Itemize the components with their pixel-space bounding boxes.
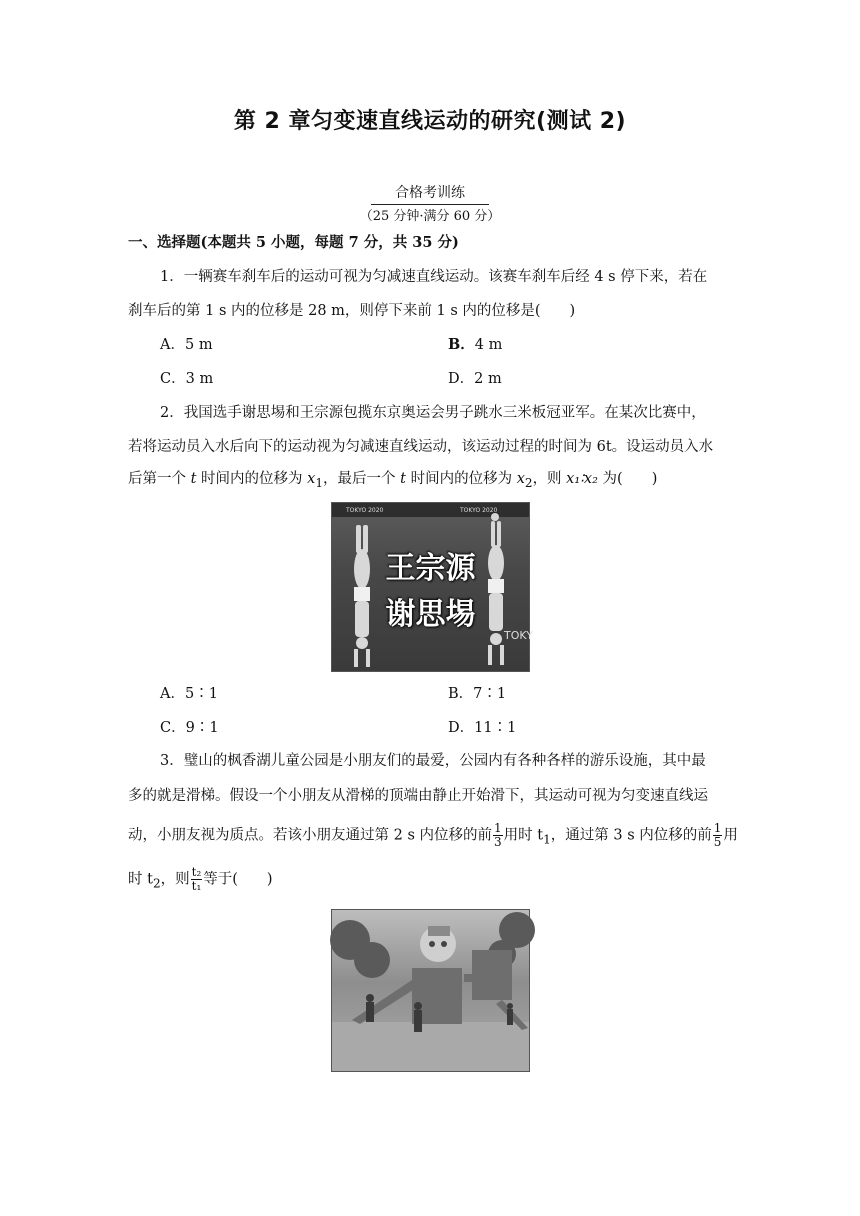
q3-line-1: 3．璧山的枫香湖儿童公园是小朋友们的最爱，公园内有各种各样的游乐设施，其中最 <box>160 753 706 769</box>
q1-line-2: 刹车后的第 1 s 内的位移是 28 m，则停下来前 1 s 内的位移是( ) <box>128 303 576 319</box>
q2-line-1: 2．我国选手谢思埸和王宗源包揽东京奥运会男子跳水三米板冠亚军。在某次比赛中， <box>160 405 706 421</box>
q3-line-4: 时 $t_2$，则 $\frac{\text{t₂}}{\text{t₁}}$ 等于( ) <box>128 865 273 893</box>
q1-option-b: B．4 m <box>448 336 503 353</box>
section-heading <box>0 182 860 205</box>
q1-option-d: D．2 m <box>448 371 502 387</box>
q2-option-d: D．11∶1 <box>448 720 517 736</box>
photo-tag-2: TOKYO 2020 <box>460 507 498 514</box>
q2-option-c: C．9∶1 <box>160 720 219 736</box>
q1-option-c: C．3 m <box>160 371 214 387</box>
q2-option-a: A．5∶1 <box>160 686 218 702</box>
fraction-t2-over-t1: $\frac{\text{t₂}}{\text{t₁}}$ <box>191 865 202 893</box>
divers-figures <box>332 503 529 671</box>
part-heading: 一、选择题(本题共 5 小题，每题 7 分，共 35 分) <box>128 234 459 251</box>
photo-tag-1: TOKYO 2020 <box>346 507 384 514</box>
q3-line-3: 动，小朋友视为质点。若该小朋友通过第 2 s 内位移的前 $\frac{1}{3}$ 用时 $t_1$，通过第 3 s 内位移的前 $\frac{1}{5}$ 用 <box>128 821 738 849</box>
q2-option-b: B．7∶1 <box>448 686 507 702</box>
q1-option-a: A．5 m <box>160 337 213 353</box>
fraction-one-third: $\frac{1}{3}$ <box>494 821 502 849</box>
playground-photo <box>331 909 530 1072</box>
page-title: 第 2 章匀变速直线运动的研究(测试 2) <box>233 109 627 134</box>
q3-line-2: 多的就是滑梯。假设一个小朋友从滑梯的顶端由静止开始滑下，其运动可视为匀变速直线运 <box>128 788 708 804</box>
q1-line-1: 1．一辆赛车刹车后的运动可视为匀减速直线运动。该赛车刹车后经 4 s 停下来，若在 <box>160 269 708 285</box>
photo-label-2: 谢思埸 <box>385 597 476 632</box>
divers-photo <box>331 502 533 672</box>
photo-label-1: 王宗源 <box>385 551 476 586</box>
playground-scene <box>332 910 529 1071</box>
q2-line-3: 后第一个 t 时间内的位移为 $x_1$，最后一个 t 时间内的位移为 $x_2$，则 x₁∶x₂ 为( ) <box>128 471 658 490</box>
section-name: 合格考训练 <box>371 182 489 205</box>
section-subtitle: （25 分钟·满分 60 分） <box>359 209 501 224</box>
fraction-one-fifth: $\frac{1}{5}$ <box>713 821 722 849</box>
photo-tag-3: TOKY <box>504 629 533 642</box>
q2-line-2: 若将运动员入水后向下的运动视为匀减速直线运动，该运动过程的时间为 6t。设运动员入水 <box>128 439 714 455</box>
